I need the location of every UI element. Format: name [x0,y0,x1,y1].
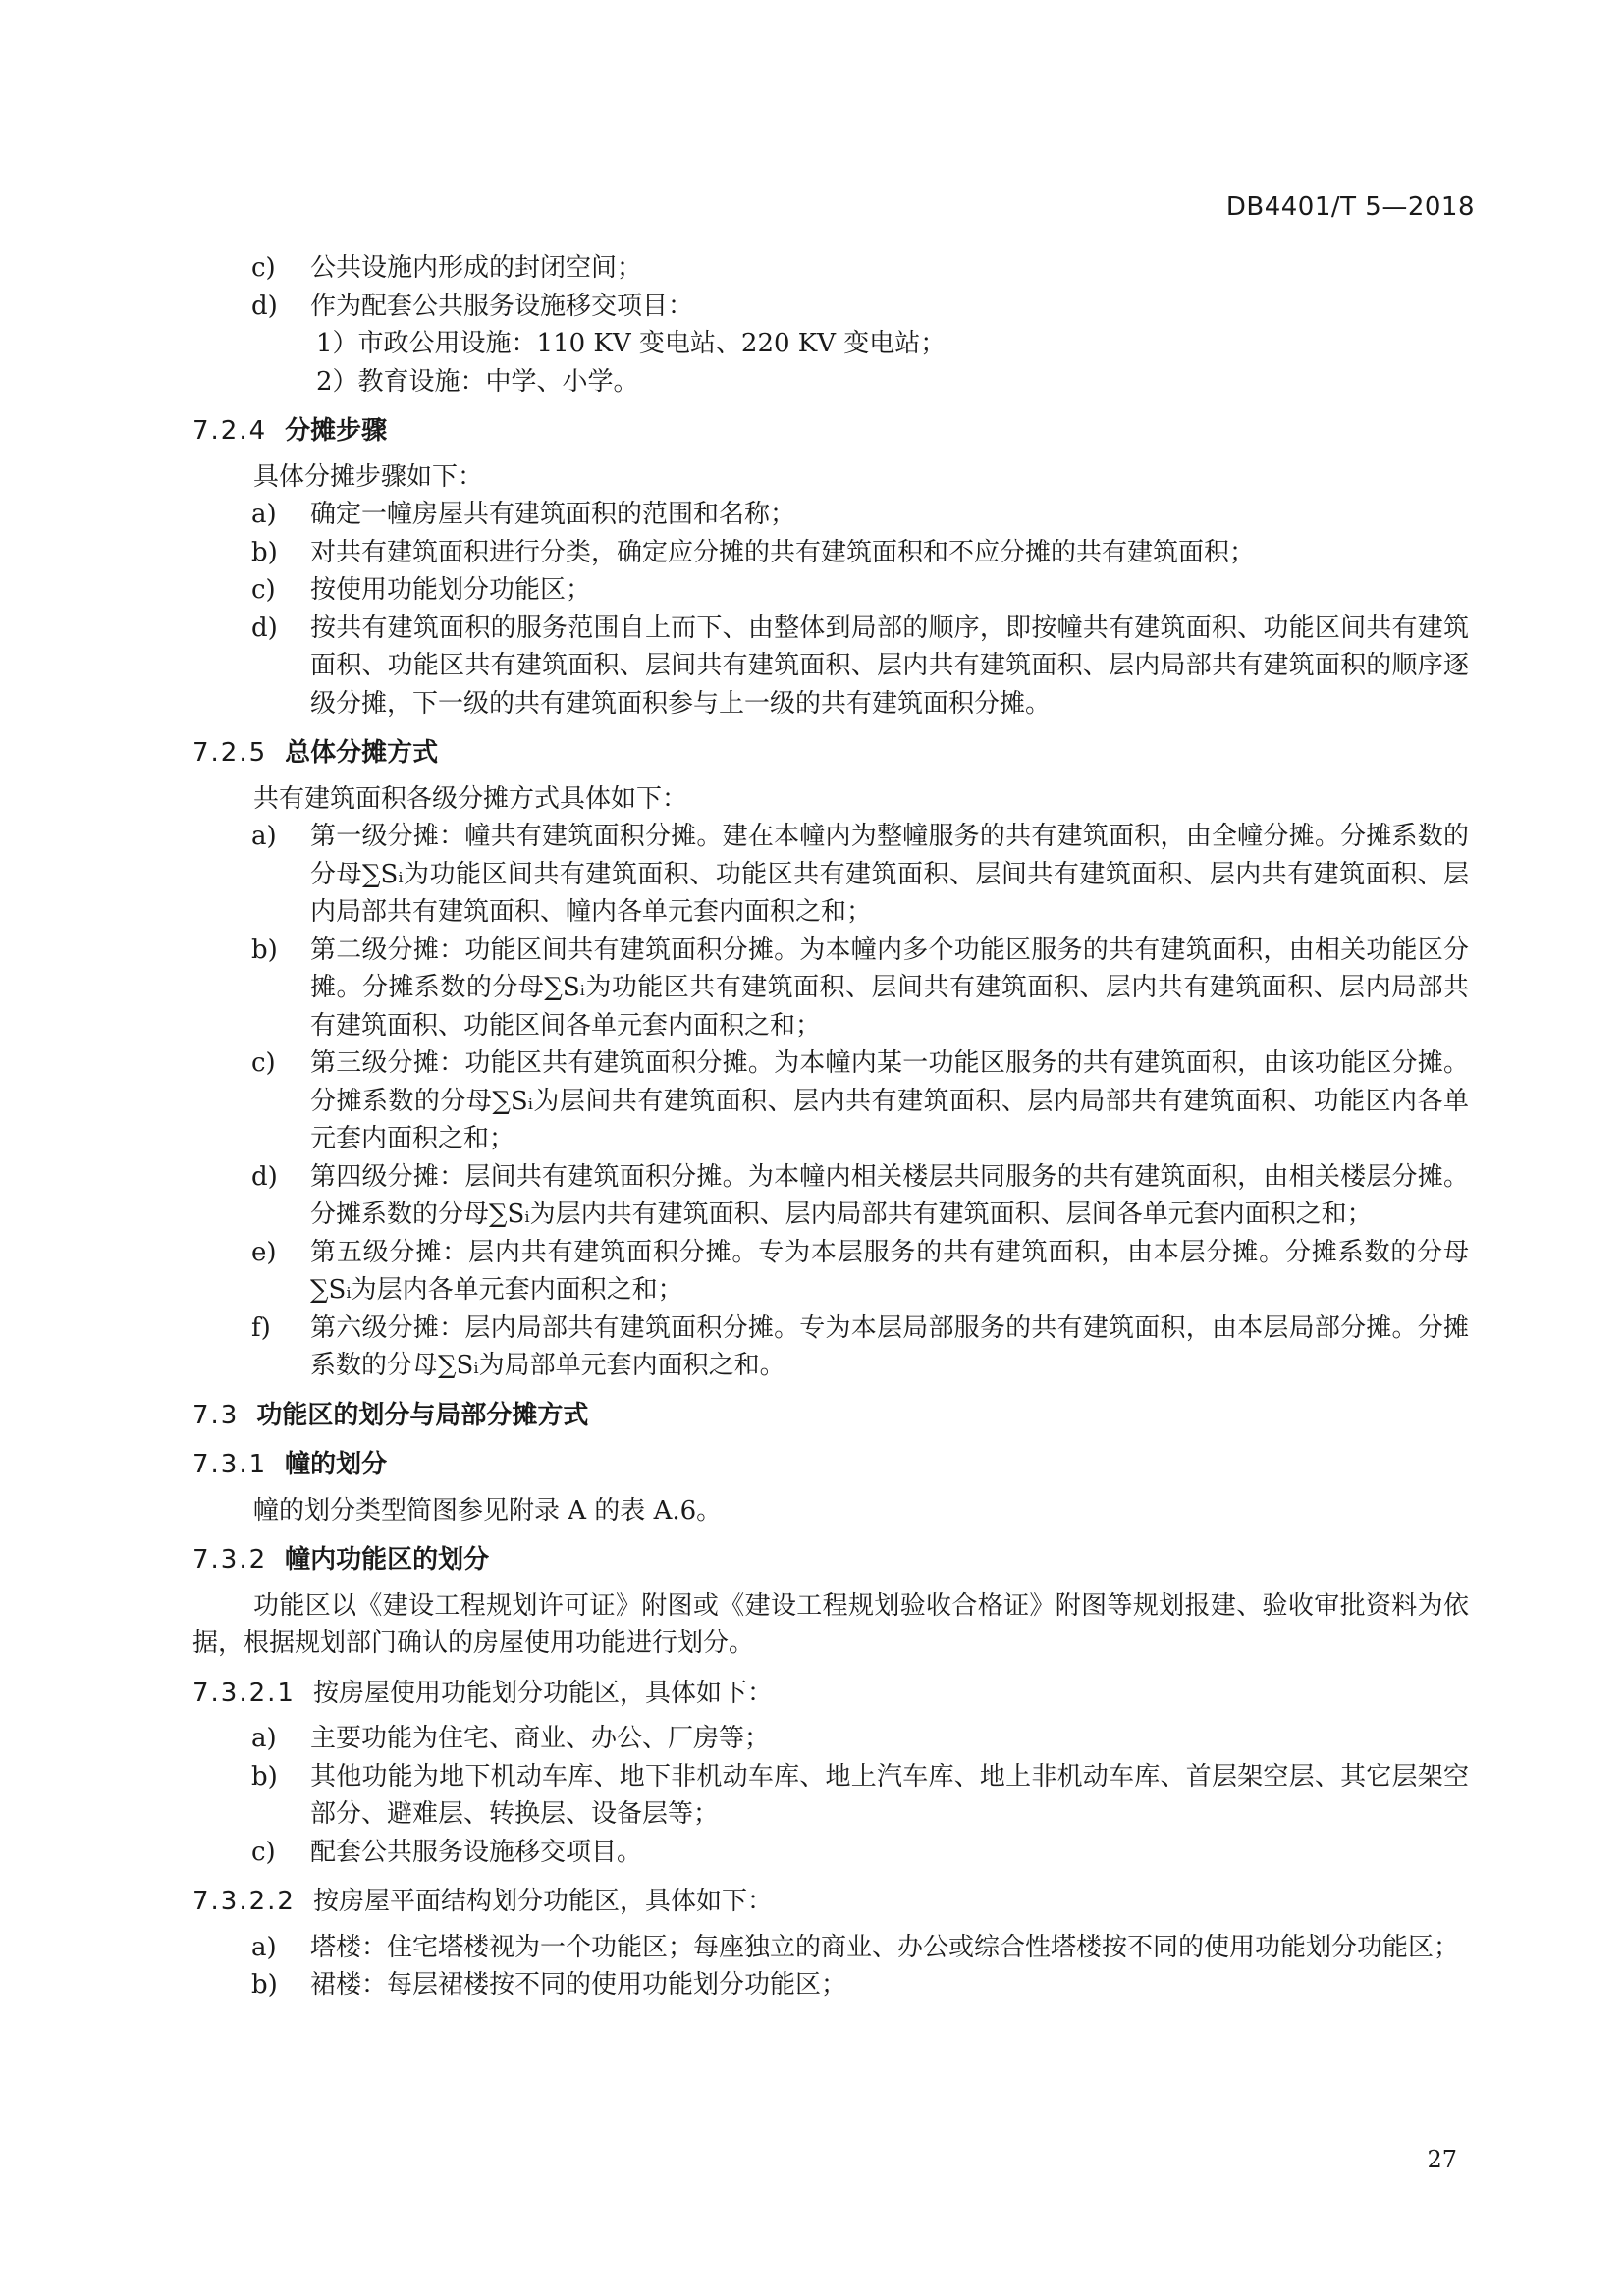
list-text: 对共有建筑面积进行分类，确定应分摊的共有建筑面积和不应分摊的共有建筑面积； [310,537,1256,567]
list-text: 其他功能为地下机动车库、地下非机动车库、地上汽车库、地上非机动车库、首层架空层、其它层架空部分、避难层、转换层、设备层等； [310,1761,1469,1829]
list-text: 配套公共服务设施移交项目。 [310,1837,643,1867]
list-text: 确定一幢房屋共有建筑面积的范围和名称； [310,500,796,529]
list-item [192,1720,1469,1758]
section-number: 7.2.5 [192,738,268,768]
list-label: d) [251,291,278,321]
list-item [192,249,1469,288]
section-paragraph: 功能区以《建设工程规划许可证》附图或《建设工程规划验收合格证》附图等规划报建、验收审批资料为依据，根据规划部门确认的房屋使用功能进行划分。 [192,1590,1469,1658]
page-body [192,249,1469,2004]
list-text: 按共有建筑面积的服务范围自上而下、由整体到局部的顺序，即按幢共有建筑面积、功能区间共有建筑面积、功能区共有建筑面积、层间共有建筑面积、层内共有建筑面积、层内局部共有建筑面积的顺序逐级分摊，下一级的共有建筑面积参与上一级的共有建筑面积分摊。 [310,613,1469,719]
section-number: 7.3.2 [192,1545,268,1575]
section-title: 幢内功能区的划分 [285,1545,490,1575]
list-label: c) [251,1837,276,1867]
list-item [192,1158,1469,1234]
list-text: 第三级分摊：功能区共有建筑面积分摊。为本幢内某一功能区服务的共有建筑面积，由该功能区分摊。分摊系数的分母∑Sᵢ为层间共有建筑面积、层内共有建筑面积、层内局部共有建筑面积、功能区内各单元套内面积之和； [310,1048,1469,1153]
list-item [192,1929,1469,1967]
list-label: f) [251,1312,271,1343]
section-number: 7.3.1 [192,1450,268,1479]
clause-7-3-2-1 [192,1675,1469,1713]
section-heading-7-3-1 [192,1446,1469,1484]
list-item [192,571,1469,610]
list-item [192,534,1469,572]
list-item [192,1309,1469,1385]
list-item [192,496,1469,534]
list-label: a) [251,1932,277,1962]
document-id: DB4401/T 5—2018 [1225,192,1475,222]
page-number: 27 [1427,2146,1457,2173]
list-text: 第一级分摊：幢共有建筑面积分摊。建在本幢内为整幢服务的共有建筑面积，由全幢分摊。分摊系数的分母∑Sᵢ为功能区间共有建筑面积、功能区共有建筑面积、层间共有建筑面积、层内共有建筑面积、层内局部共有建筑面积、幢内各单元套内面积之和； [310,822,1469,927]
sub-list-item: 2）教育设施：中学、小学。 [316,366,639,397]
list-text: 第二级分摊：功能区间共有建筑面积分摊。为本幢内多个功能区服务的共有建筑面积，由相关功能区分摊。分摊系数的分母∑Sᵢ为功能区共有建筑面积、层间共有建筑面积、层内共有建筑面积、层内局部共有建筑面积、功能区间各单元套内面积之和； [310,934,1469,1041]
list-text: 裙楼：每层裙楼按不同的使用功能划分功能区； [310,1970,847,2000]
list-label: a) [251,500,277,529]
list-label: b) [251,537,278,567]
list-label: c) [251,1048,276,1078]
list-text: 公共设施内形成的封闭空间； [310,253,643,283]
list-item [192,1966,1469,2004]
section-number: 7.2.4 [192,416,268,446]
section-title: 功能区的划分与局部分摊方式 [256,1400,589,1430]
section-heading-7-3-2 [192,1541,1469,1579]
list-label: b) [251,1761,278,1791]
section-title: 总体分摊方式 [285,738,439,768]
list-item [192,1758,1469,1834]
list-item [192,1044,1469,1158]
list-item [192,1834,1469,1872]
list-item [192,932,1469,1045]
list-label: e) [251,1237,277,1267]
clause-text: 按房屋使用功能划分功能区，具体如下： [312,1678,773,1708]
section-text: 幢的划分类型简图参见附录 A 的表 A.6。 [253,1495,723,1525]
list-label: d) [251,613,278,643]
section-number: 7.3 [192,1400,240,1430]
clause-7-3-2-2 [192,1883,1469,1921]
sub-list-item: 1）市政公用设施：110 KV 变电站、220 KV 变电站； [316,329,947,358]
list-text: 按使用功能划分功能区； [310,575,592,605]
list-label: a) [251,822,277,851]
list-text: 第六级分摊：层内局部共有建筑面积分摊。专为本层局部服务的共有建筑面积，由本层局部分摊。分摊系数的分母∑Sᵢ为局部单元套内面积之和。 [310,1312,1469,1380]
clause-text: 按房屋平面结构划分功能区，具体如下： [312,1887,773,1916]
section-heading-7-2-4 [192,412,1469,451]
list-item [192,610,1469,723]
list-item [192,1234,1469,1309]
section-title: 分摊步骤 [285,416,388,446]
list-label: d) [251,1161,278,1192]
list-label: b) [251,934,278,965]
section-heading-7-2-5 [192,734,1469,773]
list-item [192,288,1469,326]
list-text: 主要功能为住宅、商业、办公、厂房等； [310,1724,771,1753]
list-label: c) [251,575,276,605]
list-text: 作为配套公共服务设施移交项目： [310,291,694,321]
list-label: c) [251,253,276,283]
section-intro: 具体分摊步骤如下： [253,461,484,492]
section-heading-7-3 [192,1397,1469,1435]
list-text: 第四级分摊：层间共有建筑面积分摊。为本幢内相关楼层共同服务的共有建筑面积，由相关楼层分摊。分摊系数的分母∑Sᵢ为层内共有建筑面积、层内局部共有建筑面积、层间各单元套内面积之和； [310,1161,1469,1229]
section-intro: 共有建筑面积各级分摊方式具体如下： [253,783,688,814]
clause-number: 7.3.2.1 [192,1678,296,1708]
clause-number: 7.3.2.2 [192,1887,296,1916]
list-item [192,818,1469,932]
section-title: 幢的划分 [285,1450,388,1479]
list-label: b) [251,1970,278,2000]
list-text: 第五级分摊：层内共有建筑面积分摊。专为本层服务的共有建筑面积，由本层分摊。分摊系数的分母∑Sᵢ为层内各单元套内面积之和； [310,1237,1469,1305]
list-label: a) [251,1724,277,1753]
list-text: 塔楼：住宅塔楼视为一个功能区；每座独立的商业、办公或综合性塔楼按不同的使用功能划分功能区； [310,1932,1460,1962]
